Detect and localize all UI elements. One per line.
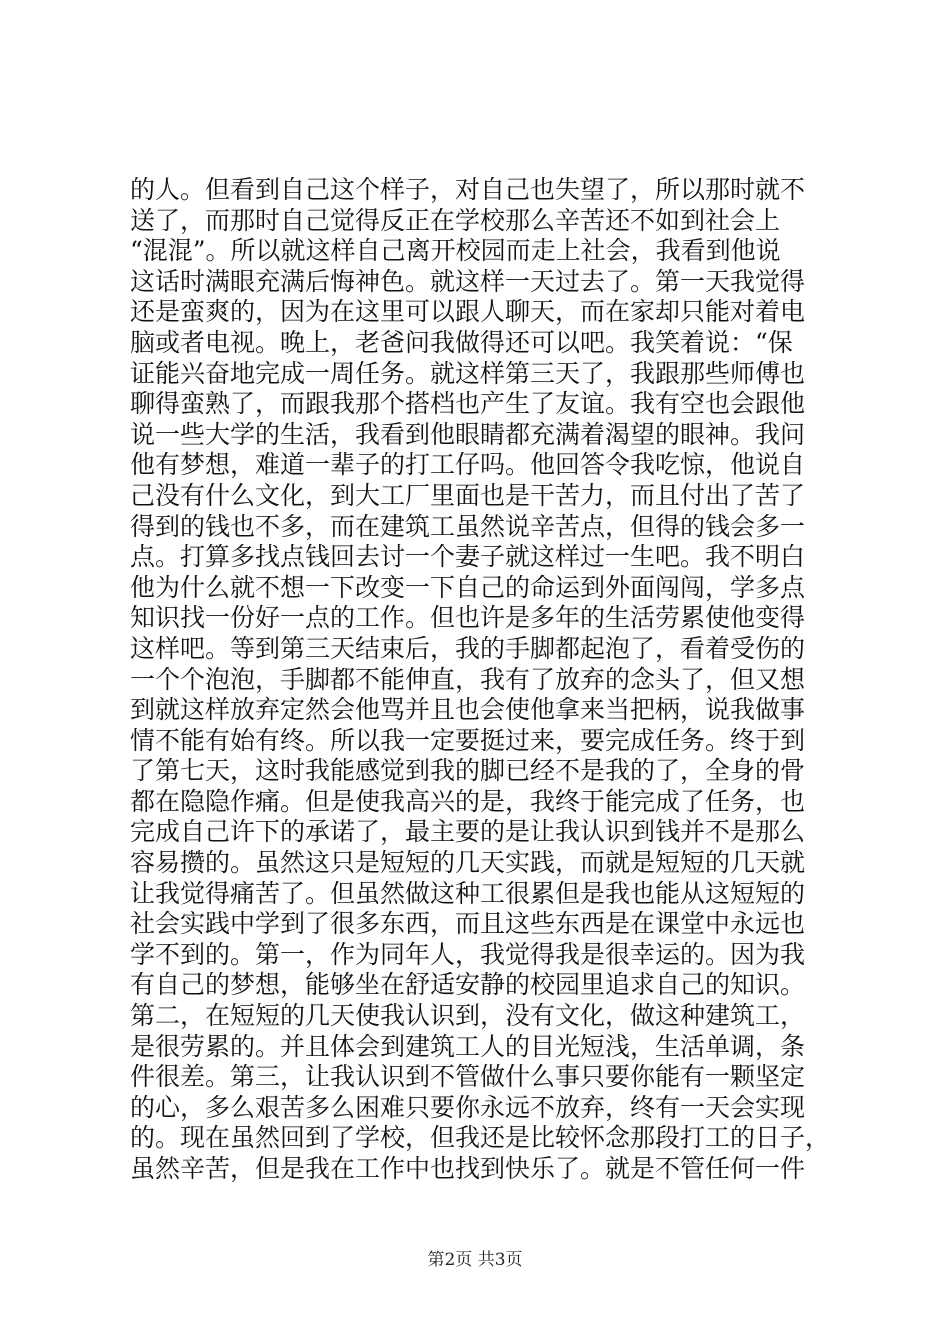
text-line: 知识找一份好一点的工作。但也许是多年的生活劳累使他变得 — [130, 603, 806, 633]
text-line: 都在隐隐作痛。但是使我高兴的是，我终于能完成了任务，也 — [130, 786, 806, 816]
body-text — [130, 175, 830, 1185]
text-line: 点。打算多找点钱回去讨一个妻子就这样过一生吧。我不明白 — [130, 542, 806, 572]
text-line: 容易攒的。虽然这只是短短的几天实践，而就是短短的几天就 — [130, 848, 806, 878]
text-line: 完成自己许下的承诺了，最主要的是让我认识到钱并不是那么 — [130, 817, 806, 847]
text-line: 脑或者电视。晚上，老爸问我做得还可以吧。我笑着说：“保 — [130, 327, 793, 357]
text-line: 这样吧。等到第三天结束后，我的手脚都起泡了，看着受伤的 — [130, 633, 806, 663]
text-line: 了第七天，这时我能感觉到我的脚已经不是我的了，全身的骨 — [130, 756, 806, 786]
text-line: 送了，而那时自己觉得反正在学校那么辛苦还不如到社会上 — [130, 205, 781, 235]
text-line: 的。现在虽然回到了学校，但我还是比较怀念那段打工的日子， — [130, 1123, 830, 1153]
text-line: 证能兴奋地完成一周任务。就这样第三天了，我跟那些师傅也 — [130, 358, 806, 388]
text-line: “混混”。所以就这样自己离开校园而走上社会，我看到他说 — [130, 236, 781, 266]
text-line: 得到的钱也不多，而在建筑工虽然说辛苦点，但得的钱会多一 — [130, 511, 806, 541]
text-line: 让我觉得痛苦了。但虽然做这种工很累但是我也能从这短短的 — [130, 878, 806, 908]
text-line: 的人。但看到自己这个样子，对自己也失望了，所以那时就不 — [130, 175, 806, 204]
text-line: 他为什么就不想一下改变一下自己的命运到外面闯闯，学多点 — [130, 572, 806, 602]
text-line: 聊得蛮熟了，而跟我那个搭档也产生了友谊。我有空也会跟他 — [130, 389, 806, 419]
text-line: 的心，多么艰苦多么困难只要你永远不放弃，终有一天会实现 — [130, 1092, 806, 1122]
text-line: 情不能有始有终。所以我一定要挺过来，要完成任务。终于到 — [130, 725, 806, 755]
text-line: 还是蛮爽的，因为在这里可以跟人聊天，而在家却只能对着电 — [130, 297, 806, 327]
text-line: 己没有什么文化，到大工厂里面也是干苦力，而且付出了苦了 — [130, 480, 806, 510]
text-line: 虽然辛苦，但是我在工作中也找到快乐了。就是不管任何一件 — [130, 1154, 806, 1183]
text-line: 学不到的。第一，作为同年人，我觉得我是很幸运的。因为我 — [130, 939, 806, 969]
text-line: 说一些大学的生活，我看到他眼睛都充满着渴望的眼神。我问 — [130, 419, 806, 449]
text-line: 一个个泡泡，手脚都不能伸直，我有了放弃的念头了，但又想 — [130, 664, 806, 694]
text-line: 件很差。第三，让我认识到不管做什么事只要你能有一颗坚定 — [130, 1062, 806, 1092]
text-line: 第二，在短短的几天使我认识到，没有文化，做这种建筑工， — [130, 1001, 806, 1031]
text-line: 社会实践中学到了很多东西，而且这些东西是在课堂中永远也 — [130, 909, 806, 939]
text-line: 是很劳累的。并且体会到建筑工人的目光短浅，生活单调，条 — [130, 1031, 806, 1061]
text-line: 这话时满眼充满后悔神色。就这样一天过去了。第一天我觉得 — [130, 266, 806, 296]
text-line: 他有梦想，难道一辈子的打工仔吗。他回答令我吃惊，他说自 — [130, 450, 806, 480]
text-line: 到就这样放弃定然会他骂并且也会使他拿来当把柄，说我做事 — [130, 695, 806, 725]
page-footer: 第2页 共3页 — [427, 1250, 523, 1270]
text-line: 有自己的梦想，能够坐在舒适安静的校园里追求自己的知识。 — [130, 970, 806, 1000]
